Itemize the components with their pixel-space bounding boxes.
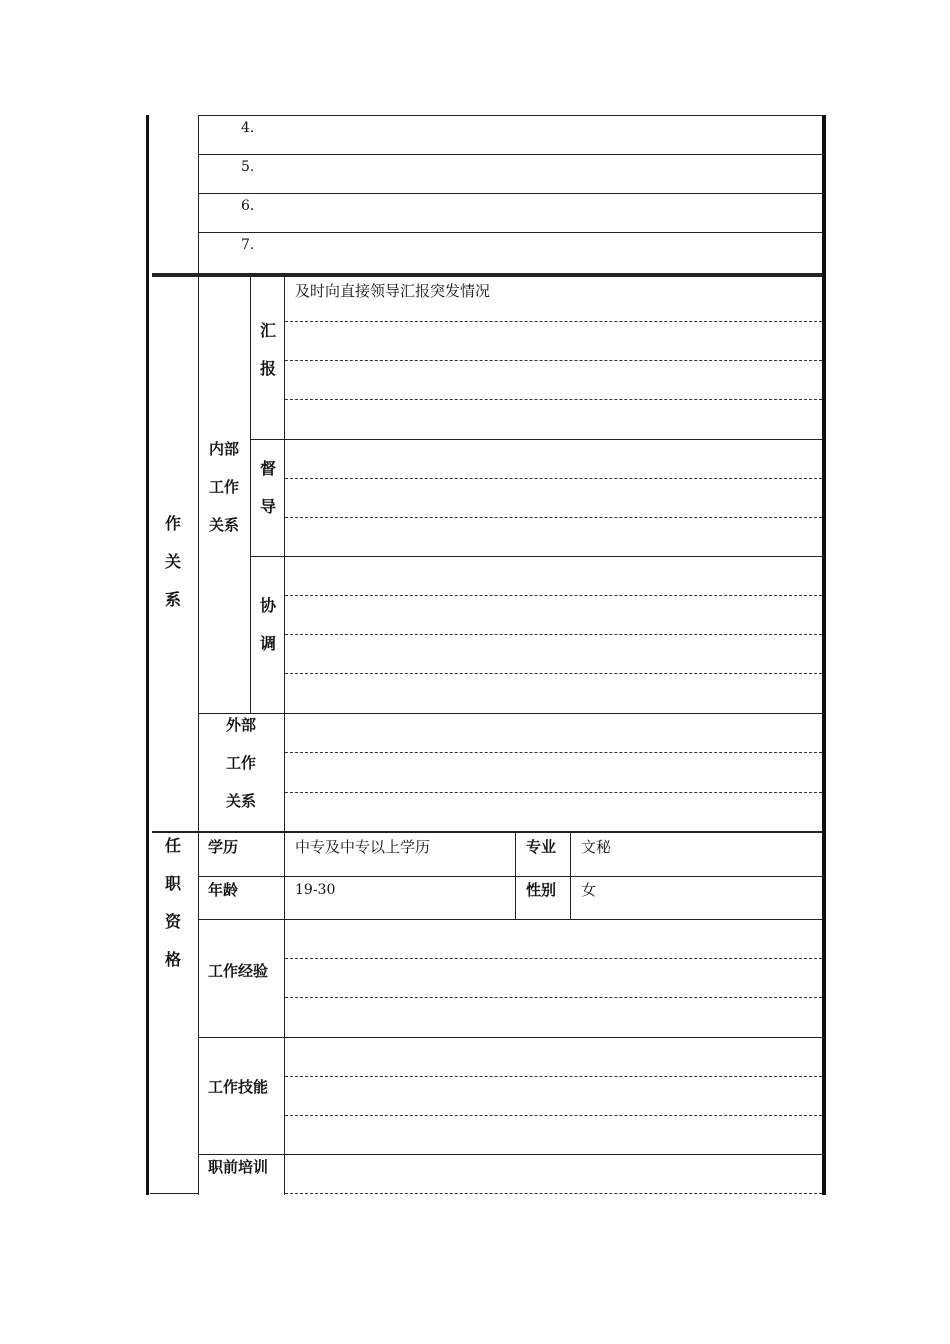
gender-value: 女	[581, 881, 597, 899]
major-label: 专业	[526, 838, 557, 856]
row-line	[198, 1037, 822, 1038]
dashed-line	[285, 321, 822, 322]
training-label: 职前培训	[208, 1158, 269, 1176]
left-thick-border	[146, 115, 149, 1195]
top-left-col-line	[198, 115, 199, 275]
education-label: 学历	[208, 838, 239, 856]
dashed-line	[285, 399, 822, 400]
dashed-line	[285, 595, 822, 596]
item-7: 7.	[241, 237, 255, 253]
dashed-line	[285, 1115, 822, 1116]
report-text: 及时向直接领导汇报突发情况	[295, 282, 491, 300]
dashed-line	[285, 1076, 822, 1077]
row-line	[198, 919, 822, 920]
dashed-line	[285, 997, 822, 998]
age-label: 年龄	[208, 881, 239, 899]
major-value: 文秘	[581, 838, 612, 856]
item-4: 4.	[241, 120, 255, 136]
dashed-line	[285, 634, 822, 635]
report-label: 汇 报	[259, 321, 276, 378]
dashed-line	[285, 792, 822, 793]
dashed-line	[285, 1193, 822, 1194]
row-line	[198, 876, 822, 877]
qualifications-divider	[152, 831, 822, 833]
dashed-line	[285, 958, 822, 959]
dashed-line	[285, 673, 822, 674]
internal-relations-label: 内部 工作 关系	[208, 440, 239, 534]
coordinate-label: 协 调	[259, 596, 276, 653]
external-relations-label: 外部 工作 关系	[225, 716, 256, 810]
dashed-line	[285, 752, 822, 753]
row-line	[198, 193, 822, 194]
block-line	[250, 439, 822, 440]
row-line	[198, 232, 822, 233]
item-5: 5.	[241, 159, 255, 175]
bottom-border-left	[150, 1193, 198, 1194]
row-line	[198, 1154, 822, 1155]
block-line	[250, 556, 822, 557]
qualifications-section-label: 任 职 资 格	[164, 836, 181, 969]
dashed-line	[285, 517, 822, 518]
supervise-label: 督 导	[259, 459, 276, 516]
right-thick-border	[822, 115, 826, 1195]
section-divider	[152, 273, 822, 277]
age-value: 19-30	[295, 882, 336, 898]
skills-label: 工作技能	[208, 1078, 269, 1096]
dashed-line	[285, 360, 822, 361]
item-6: 6.	[241, 198, 255, 214]
gender-label: 性别	[526, 881, 557, 899]
block-line	[198, 713, 822, 714]
relations-col-line-2	[250, 277, 251, 713]
experience-label: 工作经验	[208, 962, 269, 980]
qual-col-line-2	[284, 833, 285, 1195]
qual-col-line-1	[198, 833, 199, 1195]
dashed-line	[285, 478, 822, 479]
relations-section-label: 作 关 系	[164, 514, 181, 609]
education-value: 中专及中专以上学历	[295, 838, 431, 856]
row-line	[198, 154, 822, 155]
top-border	[198, 115, 822, 116]
